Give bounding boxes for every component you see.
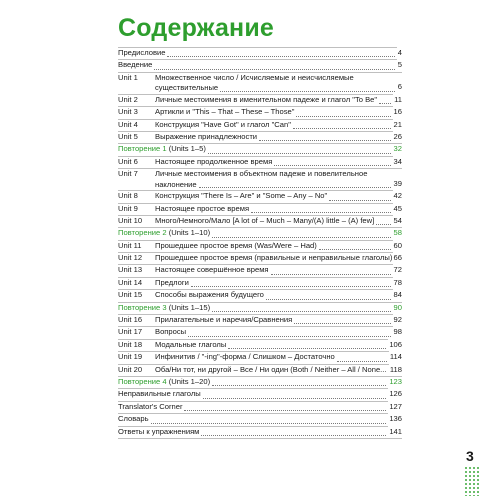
dot-leader <box>154 68 394 70</box>
divider <box>118 438 402 439</box>
entry-title: Настоящее простое время <box>155 203 250 213</box>
unit-label: Unit 3 <box>118 107 138 117</box>
review-label: Повторение 1 <box>118 144 167 154</box>
dot-leader <box>212 236 390 238</box>
toc-entry <box>118 252 402 264</box>
entry-page-number: 34 <box>393 156 402 168</box>
toc-entry <box>118 59 402 71</box>
unit-label: Unit 14 <box>118 277 143 287</box>
entry-title: Вопросы <box>155 327 187 337</box>
unit-label: Unit 16 <box>118 315 143 325</box>
dot-leader <box>271 273 391 275</box>
entry-page-number: 16 <box>393 106 402 118</box>
entry-title: Инфинитив / "-ing"-форма / Слишком – Достаточно <box>155 352 335 362</box>
entry-page-number: 26 <box>393 131 402 143</box>
entry-page-number: 54 <box>393 215 402 227</box>
unit-label: Unit 12 <box>118 253 143 263</box>
entry-page-number: 126 <box>388 388 402 400</box>
toc-entry <box>118 47 402 59</box>
page-number: 3 <box>466 448 474 464</box>
dot-leader <box>266 298 391 300</box>
toc-entry <box>118 289 402 301</box>
entry-page-number: 84 <box>393 289 402 301</box>
table-of-contents <box>118 47 402 439</box>
toc-review-entry <box>118 227 402 239</box>
entry-page-number: 60 <box>393 240 402 252</box>
toc-entry <box>118 72 402 94</box>
entry-page-number: 98 <box>393 326 402 338</box>
entry-title: Предлоги <box>155 277 189 287</box>
review-units-range: (Units 1–10) <box>168 228 211 238</box>
entry-page-number: 4 <box>397 47 402 59</box>
unit-label: Unit 8 <box>118 191 138 201</box>
entry-page-number: 66 <box>393 252 402 264</box>
review-units-range: (Units 1–15) <box>168 302 211 312</box>
entry-title: Настоящее продолженное время <box>155 156 273 166</box>
entry-page-number: 39 <box>393 178 402 190</box>
entry-page-number: 136 <box>388 413 402 425</box>
toc-entry <box>118 215 402 227</box>
dot-leader <box>294 322 390 324</box>
toc-entry <box>118 190 402 202</box>
toc-entry <box>118 401 402 413</box>
dot-leader <box>151 422 387 424</box>
unit-label: Unit 11 <box>118 240 142 250</box>
entry-page-number: 106 <box>388 339 402 351</box>
unit-label: Unit 7 <box>118 169 138 179</box>
dot-leader <box>220 90 395 92</box>
review-units-range: (Units 1–20) <box>168 376 211 386</box>
unit-label: Unit 9 <box>118 203 138 213</box>
entry-page-number: 90 <box>393 302 402 312</box>
toc-entry <box>118 264 402 276</box>
entry-page-number: 11 <box>393 94 402 106</box>
unit-label: Unit 5 <box>118 131 138 141</box>
dot-leader <box>329 199 390 201</box>
entry-page-number: 92 <box>393 314 402 326</box>
entry-title: Прошедшее простое время (Was/Were – Had) <box>155 240 317 250</box>
entry-page-number: 127 <box>388 401 402 413</box>
entry-page-number: 5 <box>397 59 402 71</box>
toc-entry <box>118 156 402 168</box>
unit-label: Unit 18 <box>118 339 143 349</box>
entry-page-number: 72 <box>393 264 402 276</box>
dot-leader <box>274 164 390 166</box>
entry-page-number: 58 <box>393 228 402 238</box>
entry-title: Личные местоимения в именительном падеже и глагол "To Be" <box>155 94 378 104</box>
toc-entry <box>118 413 402 425</box>
toc-entry <box>118 388 402 400</box>
dot-leader <box>201 434 386 436</box>
entry-title: Артикли и "This – That – These – Those" <box>155 107 295 117</box>
toc-review-entry <box>118 143 402 155</box>
entry-page-number: 32 <box>393 144 402 154</box>
dot-leader <box>251 211 390 213</box>
unit-label: Unit 17 <box>118 327 143 337</box>
unit-label: Unit 15 <box>118 290 143 300</box>
entry-title: Модальные глаголы <box>155 339 227 349</box>
entry-title: Прошедшее простое время (правильные и неправильные глаголы) <box>155 253 393 263</box>
dot-leader <box>259 139 390 141</box>
entry-title: Ответы к упражнениям <box>118 426 200 436</box>
dot-leader <box>203 397 387 399</box>
toc-entry <box>118 277 402 289</box>
dot-leader <box>167 55 394 57</box>
entry-page-number: 45 <box>393 203 402 215</box>
entry-title: Translator's Corner <box>118 401 183 411</box>
entry-page-number: 42 <box>393 190 402 202</box>
page-title: Содержание <box>118 14 275 42</box>
entry-title: Личные местоимения в объектном падеже и повелительное наклонение <box>155 169 368 189</box>
toc-entry <box>118 106 402 118</box>
toc-entry <box>118 426 402 438</box>
unit-label: Unit 13 <box>118 265 143 275</box>
entry-title: Неправильные глаголы <box>118 389 201 399</box>
toc-entry <box>118 339 402 351</box>
entry-title <box>118 302 402 314</box>
review-label: Повторение 4 <box>118 376 167 386</box>
dot-leader <box>208 152 391 154</box>
entry-title: Много/Немного/Мало [A lot of – Much – Many/(A) little – (A) few] <box>155 215 375 225</box>
entry-page-number: 141 <box>388 426 402 438</box>
dot-leader <box>296 115 390 117</box>
entry-title: Словарь <box>118 414 149 424</box>
decorative-dot-pattern <box>464 466 480 496</box>
entry-title: Конструкция "There Is – Are" и "Some – Any – No" <box>155 191 328 201</box>
dot-leader <box>212 310 390 312</box>
unit-label: Unit 20 <box>118 364 143 374</box>
entry-page-number: 123 <box>389 376 402 386</box>
dot-leader <box>199 186 391 188</box>
toc-entry <box>118 240 402 252</box>
toc-entry <box>118 203 402 215</box>
entry-title: Выражение принадлежности <box>155 131 258 141</box>
dot-leader <box>319 248 391 250</box>
dot-leader <box>379 102 391 104</box>
dot-leader <box>337 360 387 362</box>
dot-leader <box>212 384 386 386</box>
toc-entry <box>118 94 402 106</box>
entry-title <box>118 376 402 388</box>
entry-title <box>118 143 402 155</box>
entry-title: Предисловие <box>118 48 166 57</box>
unit-label: Unit 2 <box>118 94 138 104</box>
unit-label: Unit 4 <box>118 119 138 129</box>
review-label: Повторение 3 <box>118 302 167 312</box>
dot-leader <box>184 409 386 411</box>
entry-title: Способы выражения будущего <box>155 290 264 300</box>
entry-page-number: 114 <box>389 351 402 363</box>
toc-entry <box>118 168 402 190</box>
dot-leader <box>188 335 390 337</box>
entry-title: Введение <box>118 60 153 70</box>
toc-entry <box>118 314 402 326</box>
entry-page-number: 118 <box>389 364 402 376</box>
entry-page-number: 78 <box>393 277 402 289</box>
toc-entry <box>118 351 402 363</box>
dot-leader <box>376 223 390 225</box>
unit-label: Unit 19 <box>118 352 143 362</box>
review-units-range: (Units 1–5) <box>168 144 206 154</box>
dot-leader <box>191 285 391 287</box>
entry-title: Оба/Ни тот, ни другой – Все / Ни один (Both / Neither – All / None... <box>155 364 387 374</box>
unit-label: Unit 1 <box>118 72 138 82</box>
unit-label: Unit 6 <box>118 156 138 166</box>
entry-title: Конструкция "Have Got" и глагол "Can" <box>155 119 291 129</box>
review-label: Повторение 2 <box>118 228 167 238</box>
toc-entry <box>118 326 402 338</box>
dot-leader <box>228 347 386 349</box>
toc-entry <box>118 131 402 143</box>
entry-title: Настоящее совершённое время <box>155 265 269 275</box>
toc-entry <box>118 119 402 131</box>
entry-page-number: 6 <box>397 81 402 93</box>
toc-review-entry <box>118 376 402 388</box>
toc-review-entry <box>118 302 402 314</box>
entry-title: Множественное число / Исчисляемые и неисчисляемые существительные <box>155 72 354 93</box>
entry-title <box>118 227 402 239</box>
toc-entry <box>118 364 402 376</box>
entry-page-number: 21 <box>393 119 402 131</box>
unit-label: Unit 10 <box>118 215 143 225</box>
entry-title: Прилагательные и наречия/Сравнения <box>155 315 293 325</box>
dot-leader <box>293 127 391 129</box>
